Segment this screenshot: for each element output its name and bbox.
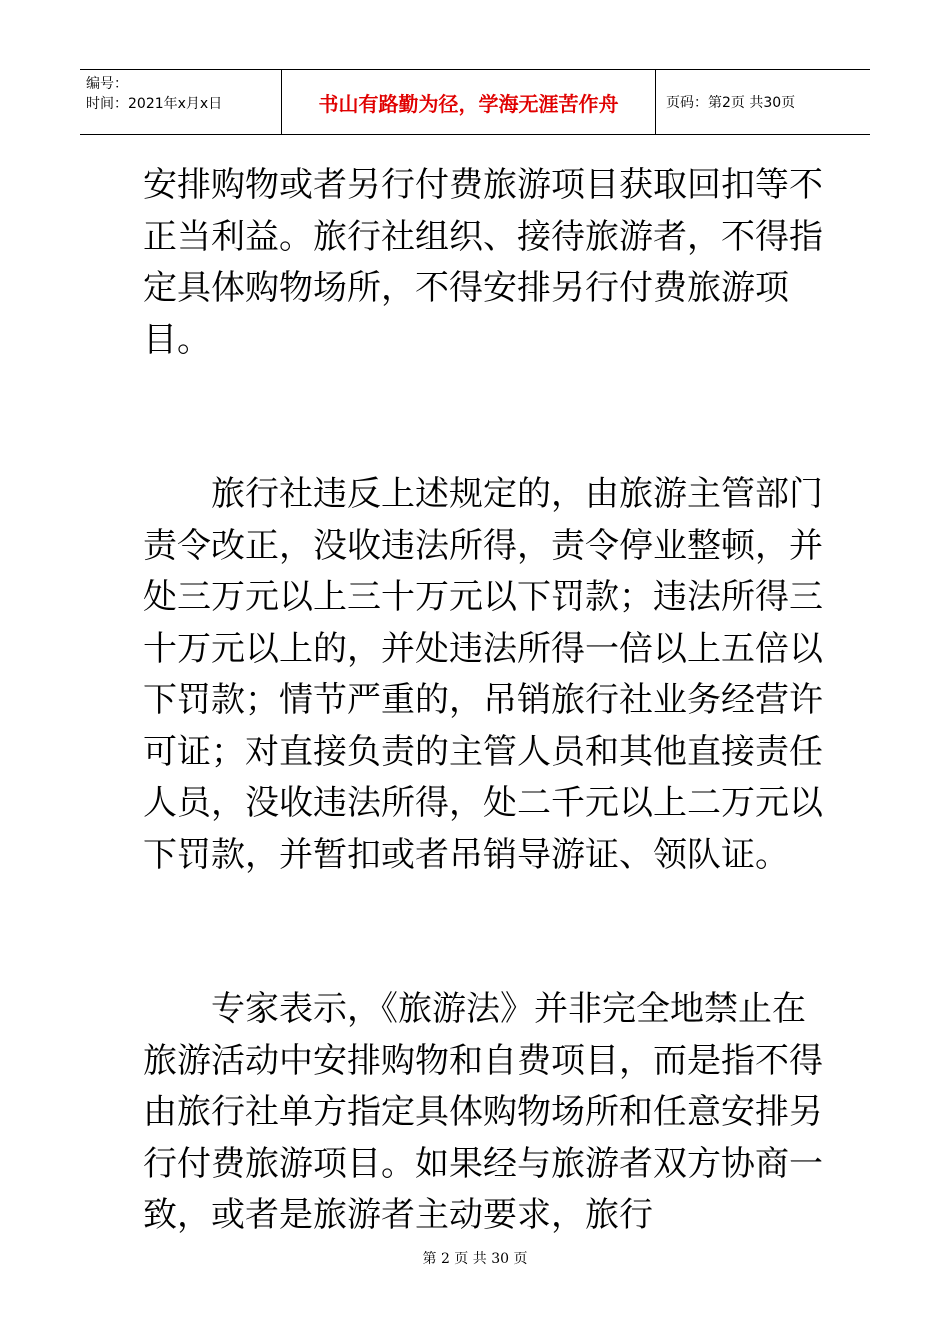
paragraph-1: 安排购物或者另行付费旅游项目获取回扣等不正当利益。旅行社组织、接待旅游者，不得指定具体购物场所，不得安排另行付费旅游项目。 bbox=[143, 165, 823, 360]
document-body bbox=[143, 160, 833, 1242]
paragraph-3: 专家表示，《旅游法》并非完全地禁止在旅游活动中安排购物和自费项目，而是指不得由旅行社单方指定具体购物场所和任意安排另行付费旅游项目。如果经与旅游者双方协商一致，或者是旅游者主动要求，旅行 bbox=[143, 989, 823, 1235]
paragraph-2: 旅行社违反上述规定的，由旅游主管部门责令改正，没收违法所得，责令停业整顿，并处三万元以上三十万元以下罚款；违法所得三十万元以上的，并处违法所得一倍以上五倍以下罚款；情节严重的，吊销旅行社业务经营许可证；对直接负责的主管人员和其他直接责任人员，没收违法所得，处二千元以上二万元以下罚款，并暂扣或者吊销导游证、领队证。 bbox=[143, 474, 823, 875]
page-footer bbox=[0, 1248, 950, 1268]
time-label: 时间：2021年x月x日 bbox=[86, 96, 223, 112]
serial-label: 编号： bbox=[86, 76, 128, 92]
footer-page-number: 第 2 页 共 30 页 bbox=[422, 1251, 528, 1267]
header-motto-cell bbox=[282, 70, 656, 134]
header-page-info-cell bbox=[656, 70, 870, 134]
header-meta bbox=[80, 70, 282, 134]
page-header bbox=[80, 69, 870, 135]
page-info: 页码：第2页 共30页 bbox=[666, 95, 796, 111]
motto-text: 书山有路勤为径，学海无涯苦作舟 bbox=[318, 91, 619, 116]
